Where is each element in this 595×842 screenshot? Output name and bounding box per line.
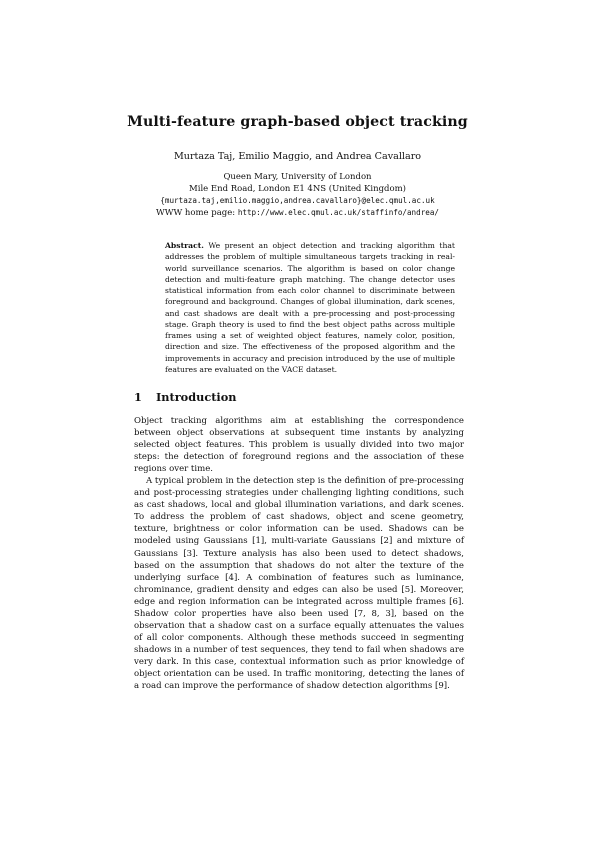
section-title: Introduction — [156, 390, 237, 404]
affiliation-institution: Queen Mary, University of London — [223, 172, 372, 182]
affiliation-block — [0, 171, 595, 219]
abstract — [165, 240, 455, 375]
body-text — [134, 415, 464, 692]
author-emails: {murtaza.taj,emilio.maggio,andrea.cavallaro}@elec.qmul.ac.uk — [160, 196, 435, 205]
section-heading — [134, 390, 464, 404]
author-list: Murtaza Taj, Emilio Maggio, and Andrea Cavallaro — [173, 151, 422, 162]
abstract-text: We present an object detection and tracking algorithm that addresses the problem of multiple simultaneous targets tracking in real-world surveillance scenarios. The algorithm is based on color change detection and multi-feature graph matching. The change detector uses statistical information from each color channel to discriminate between foreground and background. Changes of global illumination, dark scenes, and cast shadows are dealt with a pre-processing and post-processing stage. Graph theory is used to find the best object paths across multiple frames using a set of weighted object features, namely color, position, direction and size. The effectiveness of the proposed algorithm and the improvements in accuracy and precision introduced by the use of multiple features are evaluated on the VACE dataset. — [165, 241, 455, 374]
affiliation-address: Mile End Road, London E1 4NS (United Kingdom) — [189, 184, 406, 194]
paragraph: Object tracking algorithms aim at establishing the correspondence between object observations at subsequent time instants by analyzing selected object features. This problem is usually divided into two major steps: the detection of foreground regions and the association of these regions over time. — [134, 416, 464, 475]
homepage-link[interactable]: http://www.elec.qmul.ac.uk/staffinfo/andrea/ — [237, 208, 439, 217]
section-number: 1 — [134, 390, 142, 404]
paper-title: Multi-feature graph-based object tracking — [127, 114, 468, 130]
paragraph: A typical problem in the detection step is the definition of pre-processing and post-processing strategies under challenging lighting conditions, such as cast shadows, local and global illumination variations, and dark scenes. To address the problem of cast shadows, object and scene geometry, texture, brightness or color information can be used. Shadows can be modeled using Gaussians [1], multi-variate Gaussians [2] and mixture of Gaussians [3]. Texture analysis has also been used to detect shadows, based on the assumption that shadows do not alter the texture of the underlying surface [4]. A combination of features such as luminance, chrominance, gradient density and edges can also be used [5]. Moreover, edge and region information can be integrated across multiple frames [6]. Shadow color properties have also been used [7, 8, 3], based on the observation that a shadow cast on a surface equally attenuates the values of all color components. Although these methods succeed in segmenting shadows in a number of test sequences, they tend to fail when shadows are very dark. In this case, contextual information such as prior knowledge of object orientation can be used. In traffic monitoring, detecting the lanes of a road can improve the performance of shadow detection algorithms [9]. — [134, 476, 464, 692]
homepage-line — [0, 207, 595, 219]
abstract-label: Abstract. — [165, 241, 204, 250]
homepage-label: WWW home page: — [155, 208, 238, 218]
